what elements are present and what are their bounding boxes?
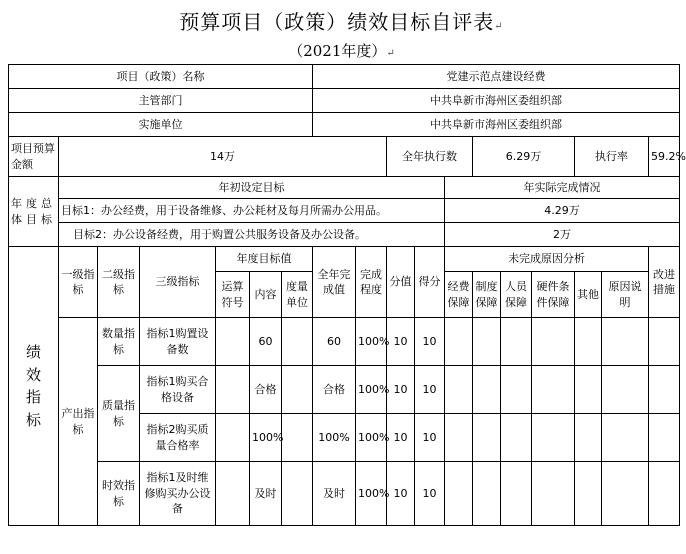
operator-cell: [216, 414, 250, 462]
initial-target-header: 年初设定目标: [59, 177, 445, 199]
full-year-header: 全年完成值: [313, 247, 356, 318]
row-goal-1: [9, 199, 680, 223]
level3-cell: 指标2购买质量合格率: [140, 414, 216, 462]
level3-cell: 指标1购买合格设备: [140, 366, 216, 414]
degree-cell: 100%: [356, 366, 387, 414]
goal-2-actual: 2万: [445, 223, 680, 247]
score-cell: 10: [415, 462, 445, 526]
annual-target-header: 年度目标值: [216, 247, 313, 272]
unit-cell: [282, 414, 313, 462]
actual-cell: 及时: [313, 462, 356, 526]
goal-1-actual: 4.29万: [445, 199, 680, 223]
level1-output: 产出指标: [59, 318, 98, 526]
exec-value: 6.29万: [473, 137, 575, 177]
completion-header: 完成程度: [356, 247, 387, 318]
level3-cell: 指标1购置设备数: [140, 318, 216, 366]
improve-header: 改进措施: [649, 247, 680, 318]
level2-header: 二级指标: [98, 247, 140, 318]
goal-2: 目标2：办公设备经费，用于购置公共服务设备及办公设备。: [59, 223, 445, 247]
actual-cell: 60: [313, 318, 356, 366]
annual-goal-label: 年度总体目标: [9, 177, 59, 247]
impl-label: 实施单位: [9, 113, 313, 137]
value-cell: 10: [387, 462, 415, 526]
dept-label: 主管部门: [9, 89, 313, 113]
rate-label: 执行率: [575, 137, 649, 177]
exec-label: 全年执行数: [387, 137, 473, 177]
content-cell: 60: [250, 318, 282, 366]
actual-cell: 100%: [313, 414, 356, 462]
content-cell: 100%: [250, 414, 282, 462]
value-cell: 10: [387, 366, 415, 414]
row-perf-header-1: [9, 247, 680, 272]
evaluation-table: [8, 64, 686, 526]
funding-header: 经费保障: [445, 272, 473, 318]
unit-cell: [282, 366, 313, 414]
row-project-name: [9, 65, 680, 89]
content-cell: 及时: [250, 462, 282, 526]
row-goal-2: [9, 223, 680, 247]
row-dept: [9, 89, 680, 113]
hardware-header: 硬件条件保障: [532, 272, 575, 318]
rate-value: 59.2%: [649, 137, 680, 177]
value-cell: 10: [387, 414, 415, 462]
level2-cell: 数量指标: [98, 318, 140, 366]
explain-header: 原因说明: [602, 272, 649, 318]
row-budget: [9, 137, 680, 177]
actual-header: 年实际完成情况: [445, 177, 680, 199]
impl-value: 中共阜新市海州区委组织部: [313, 113, 680, 137]
goal-1: 目标1：办公经费，用于设备维修、办公耗材及每月所需办公用品。: [59, 199, 445, 223]
unit-header: 度量单位: [282, 272, 313, 318]
level3-cell: 指标1及时维修购买办公设备: [140, 462, 216, 526]
degree-cell: 100%: [356, 318, 387, 366]
row-impl: [9, 113, 680, 137]
operator-header: 运算符号: [216, 272, 250, 318]
content-header: 内容: [250, 272, 282, 318]
operator-cell: [216, 318, 250, 366]
dept-value: 中共阜新市海州区委组织部: [313, 89, 680, 113]
actual-cell: 合格: [313, 366, 356, 414]
level2-cell: 时效指标: [98, 462, 140, 526]
table-row: [9, 318, 680, 366]
table-row: [9, 366, 680, 414]
budget-amount: 14万: [59, 137, 387, 177]
table-row: [9, 462, 680, 526]
score-cell: 10: [415, 318, 445, 366]
degree-cell: 100%: [356, 462, 387, 526]
level1-header: 一级指标: [59, 247, 98, 318]
perf-indicator-label: 绩效指标: [9, 247, 59, 526]
operator-cell: [216, 366, 250, 414]
score-value-header: 分值: [387, 247, 415, 318]
personnel-header: 人员保障: [501, 272, 532, 318]
project-name-value: 党建示范点建设经费: [313, 65, 680, 89]
unit-cell: [282, 318, 313, 366]
score-cell: 10: [415, 366, 445, 414]
unit-cell: [282, 462, 313, 526]
operator-cell: [216, 462, 250, 526]
score-header: 得分: [415, 247, 445, 318]
row-annual-header: [9, 177, 680, 199]
page-subtitle: （2021年度）↵: [288, 42, 395, 60]
page-title: 预算项目（政策）绩效目标自评表↵: [179, 10, 504, 34]
level2-cell: 质量指标: [98, 366, 140, 462]
other-header: 其他: [575, 272, 602, 318]
system-header: 制度保障: [473, 272, 501, 318]
content-cell: 合格: [250, 366, 282, 414]
value-cell: 10: [387, 318, 415, 366]
level3-header: 三级指标: [140, 247, 216, 318]
project-name-label: 项目（政策）名称: [9, 65, 313, 89]
degree-cell: 100%: [356, 414, 387, 462]
budget-label: 项目预算金额: [9, 137, 59, 177]
score-cell: 10: [415, 414, 445, 462]
reasons-header: 未完成原因分析: [445, 247, 649, 272]
